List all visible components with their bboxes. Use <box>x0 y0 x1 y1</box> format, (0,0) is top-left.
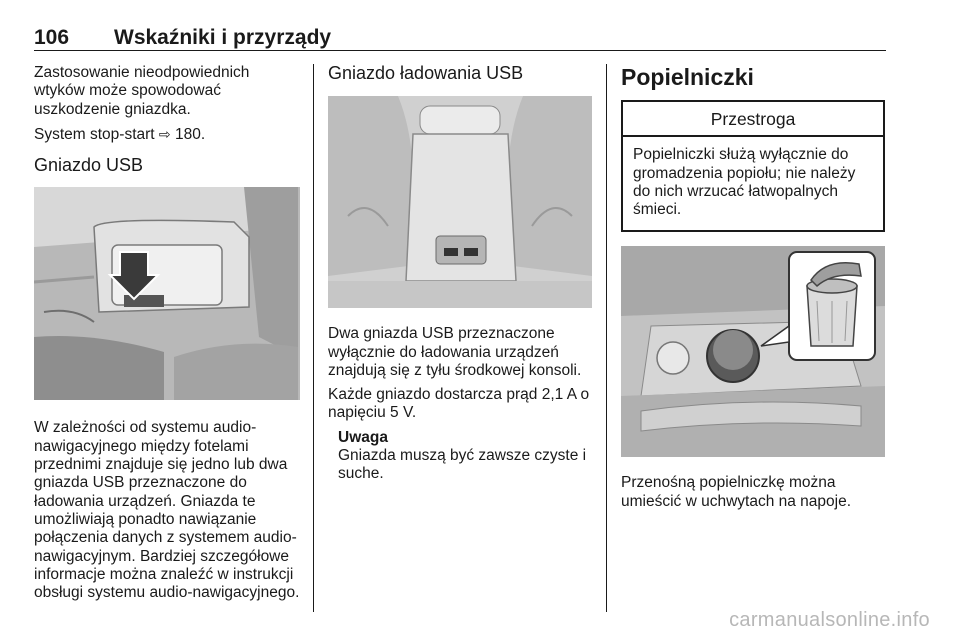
intro-paragraph: Zastosowanie nieodpowiednich wtyków może spowodować uszkodzenie gniazdka. <box>34 64 250 118</box>
ashtray-drawing <box>621 246 885 457</box>
note-title: Uwaga <box>338 428 388 446</box>
usb-charging-paragraph-1: Dwa gniazda USB przeznaczone wyłącznie do ładowania urządzeń znajdują się z tyłu środkowej konsoli. <box>328 325 582 379</box>
reference-page: 180. <box>174 125 206 143</box>
rear-console-drawing <box>328 96 592 308</box>
arrow-reference-icon: ⇨ <box>158 125 171 142</box>
reference-text: System stop-start <box>34 125 155 143</box>
note-block <box>328 429 592 484</box>
section-heading-ashtrays: Popielniczki <box>621 64 754 90</box>
usb-body-paragraph: W zależności od systemu audio-nawigacyjnego między fotelami przednimi znajduje się jedno lub dwa gniazda USB przeznaczone do ładowania urządzeń. Gniazda te umożliwiają ponadto nawiązanie połączenia danych z systemem audio-nawigacyjnym. Bardziej szczegółowe informacje można znaleźć w instrukcji obsługi systemu audio-nawigacyjnego. <box>34 419 300 602</box>
column-divider-1 <box>313 64 314 612</box>
watermark: carmanualsonline.info <box>729 609 930 631</box>
caution-title: Przestroga <box>623 102 883 137</box>
page-number: 106 <box>34 26 70 49</box>
usb-console-drawing <box>34 187 298 400</box>
caution-box <box>621 100 885 232</box>
page-title: Wskaźniki i przyrządy <box>114 26 332 49</box>
caution-text: Popielniczki służą wyłącznie do gromadzenia popiołu; nie należy do nich wrzucać łatwopalnych śmieci. <box>633 146 856 219</box>
column-3 <box>621 64 885 517</box>
ashtray-illustration <box>621 246 885 457</box>
section-heading-usb-charging: Gniazdo ładowania USB <box>328 63 524 83</box>
column-2 <box>328 64 592 484</box>
usb-charging-illustration <box>328 96 592 308</box>
usb-port-illustration <box>34 187 300 400</box>
cross-reference <box>34 125 300 144</box>
usb-charging-paragraph-2: Każde gniazdo dostarcza prąd 2,1 A o napięciu 5 V. <box>328 386 590 422</box>
column-1 <box>34 64 300 608</box>
header-rule <box>34 50 886 51</box>
column-divider-2 <box>606 64 607 612</box>
section-heading-usb: Gniazdo USB <box>34 155 144 176</box>
note-text: Gniazda muszą być zawsze czyste i suche. <box>338 447 587 483</box>
ashtray-paragraph: Przenośną popielniczkę można umieścić w uchwytach na napoje. <box>621 474 852 510</box>
page-header <box>34 26 886 50</box>
